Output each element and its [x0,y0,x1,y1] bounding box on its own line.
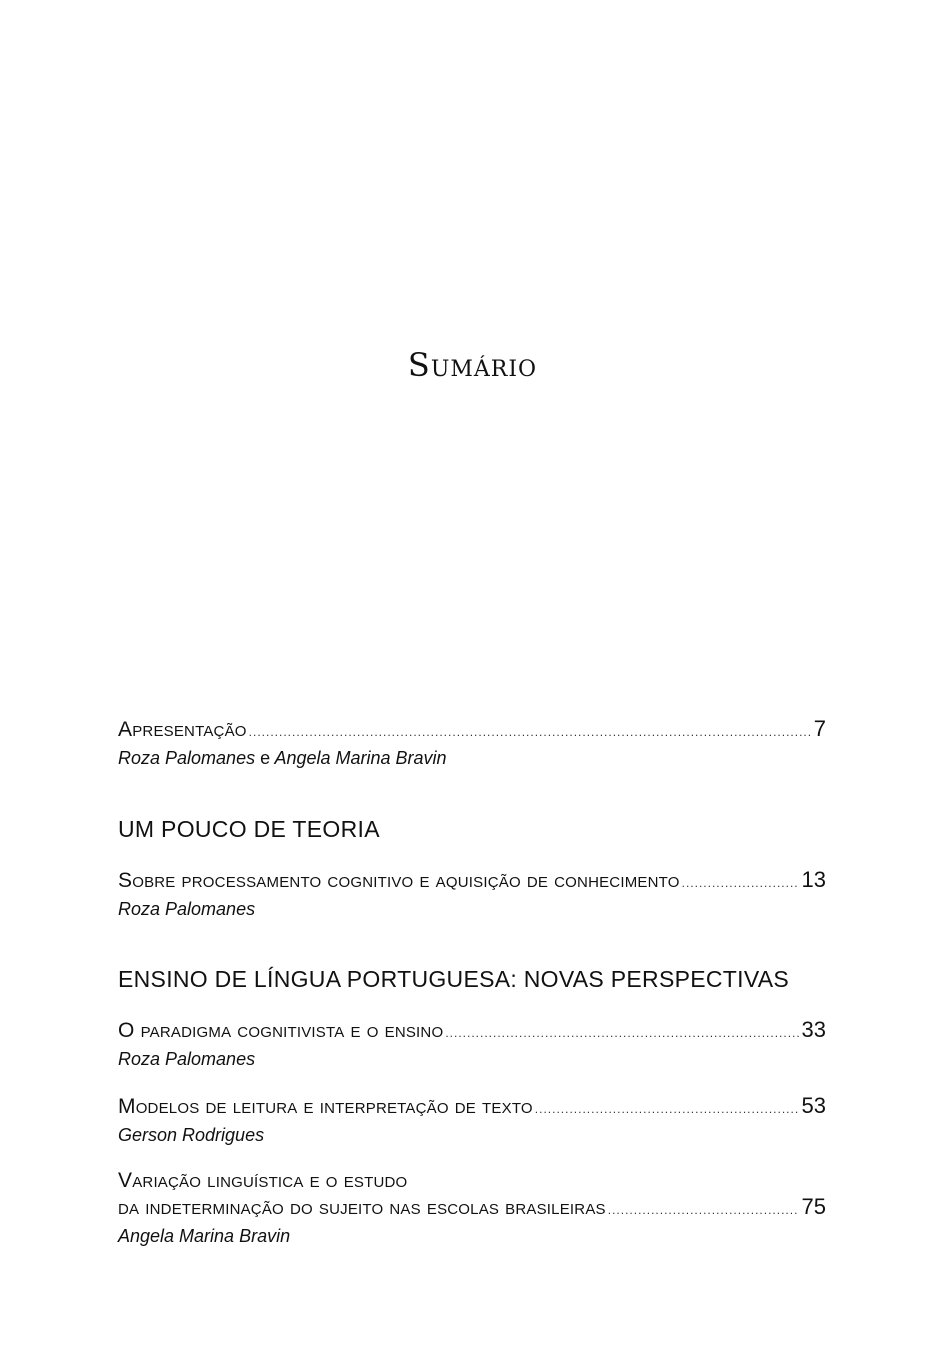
toc-entry-title-continued: da indeterminação do sujeito nas escolas brasileiras [118,1196,606,1219]
dot-leader [249,719,811,745]
toc-entry-title: Variação linguística e o estudo [118,1169,408,1192]
toc-entry-line [118,1093,826,1122]
toc-entry-line [118,867,826,896]
toc-entry-title: Apresentação [118,718,247,741]
toc-entry-authors [118,746,826,770]
dot-leader [682,870,799,896]
toc-page-number: 75 [801,1194,826,1219]
toc-page-number: 7 [813,716,826,741]
author-conjunction: e [260,748,271,768]
toc-entry-line [118,716,826,745]
toc-entry-title: Modelos de leitura e interpretação de texto [118,1095,533,1118]
toc-entry-paradigma[interactable] [118,1017,826,1071]
toc-entry-author: Angela Marina Bravin [118,1226,291,1246]
author-name: Roza Palomanes [118,748,256,768]
dot-leader [535,1096,799,1122]
section-heading-ensino: ENSINO DE LÍNGUA PORTUGUESA: NOVAS PERSPECTIVAS [118,966,790,992]
dot-leader [445,1020,798,1046]
toc-entry-modelos[interactable] [118,1093,826,1147]
toc-entry-line [118,1017,826,1046]
toc-page-number: 13 [801,867,826,892]
page-title: Sumário [407,346,538,384]
toc-entry-author: Gerson Rodrigues [118,1125,265,1145]
section-heading-teoria: UM POUCO DE TEORIA [118,816,380,842]
toc-entry-variacao[interactable] [118,1168,826,1248]
toc-page-number: 53 [801,1093,826,1118]
toc-entry-title: Sobre processamento cognitivo e aquisição de conhecimento [118,869,680,892]
toc-entry-author: Roza Palomanes [118,899,256,919]
author-name: Angela Marina Bravin [274,748,447,768]
dot-leader [608,1197,799,1223]
toc-page-number: 33 [801,1017,826,1042]
toc-entry-title: O paradigma cognitivista e o ensino [118,1019,444,1042]
toc-entry-title-line1 [118,1168,826,1194]
toc-entry-apresentacao[interactable] [118,716,826,770]
toc-entry-line [118,1194,826,1223]
toc-entry-author: Roza Palomanes [118,1049,256,1069]
toc-entry-sobre[interactable] [118,867,826,921]
